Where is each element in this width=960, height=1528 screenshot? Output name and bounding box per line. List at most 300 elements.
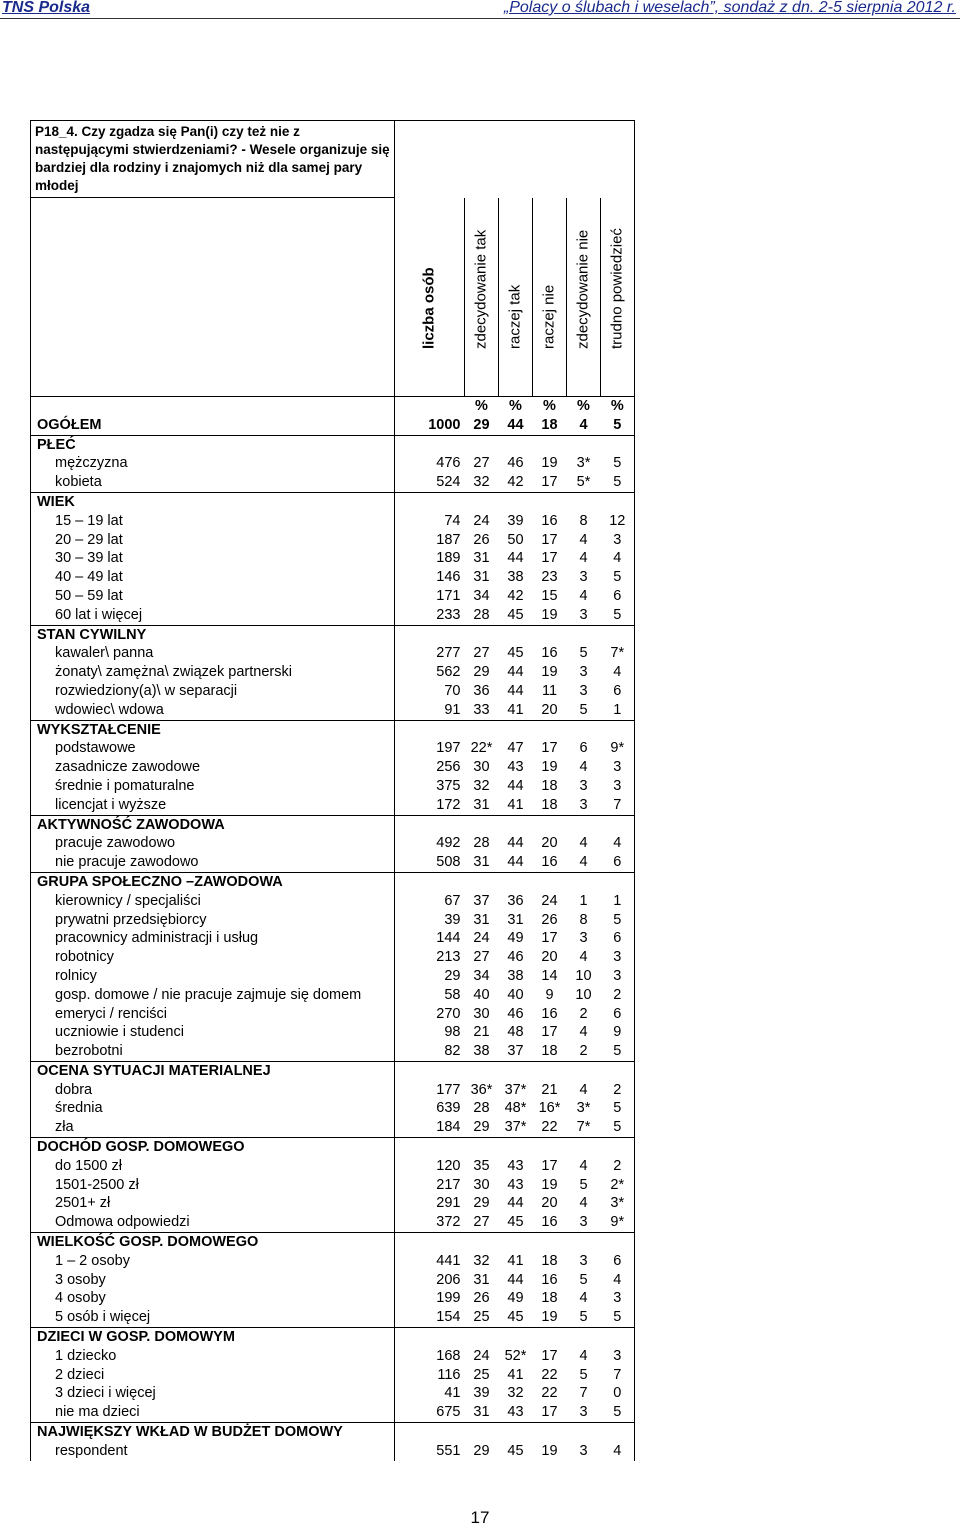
row-value: 41 xyxy=(507,796,524,813)
row-value: 27 xyxy=(473,645,490,662)
row-value: 4 xyxy=(601,834,635,853)
row-n: 184 xyxy=(395,1118,465,1137)
row-value: 31 xyxy=(473,550,490,567)
row-n: 172 xyxy=(395,796,465,815)
row-value: 2 xyxy=(579,1005,588,1022)
data-row xyxy=(31,1252,635,1271)
blank-cell xyxy=(395,1233,465,1252)
blank-cell xyxy=(499,1423,533,1442)
row-value: 28 xyxy=(473,1100,490,1117)
col-header-3: raczej nie xyxy=(533,198,567,397)
row-label: podstawowe xyxy=(31,739,395,758)
data-row xyxy=(31,531,635,550)
row-label: 20 – 29 lat xyxy=(31,531,395,550)
row-n: 177 xyxy=(395,1081,465,1100)
data-row xyxy=(31,1099,635,1118)
data-row xyxy=(31,853,635,872)
section-header-row xyxy=(31,1328,635,1347)
blank-cell xyxy=(395,397,465,416)
row-value: 2 xyxy=(579,1043,588,1060)
blank-cell xyxy=(533,1061,567,1080)
blank-cell xyxy=(533,1233,567,1252)
row-label: robotnicy xyxy=(31,948,395,967)
row-value: 18 xyxy=(541,1290,558,1307)
row-value: 8 xyxy=(579,911,588,928)
row-n: 41 xyxy=(395,1384,465,1403)
total-value: 18 xyxy=(541,416,558,433)
row-label: dobra xyxy=(31,1081,395,1100)
blank-cell xyxy=(395,720,465,739)
row-value: 5 xyxy=(601,606,635,625)
row-value: 15 xyxy=(541,587,558,604)
row-n: 120 xyxy=(395,1157,465,1176)
row-value: 5 xyxy=(601,1099,635,1118)
row-value: 29 xyxy=(473,1195,490,1212)
row-value: 17 xyxy=(541,1404,558,1421)
row-value: 32 xyxy=(507,1385,524,1402)
data-row xyxy=(31,1403,635,1422)
question-row xyxy=(31,121,635,198)
row-value: 32 xyxy=(473,777,490,794)
data-row xyxy=(31,568,635,587)
row-value: 4 xyxy=(579,949,588,966)
row-value: 4 xyxy=(579,1157,588,1174)
data-row xyxy=(31,929,635,948)
percent-sign: % xyxy=(509,398,522,414)
row-n: 29 xyxy=(395,967,465,986)
row-value: 22* xyxy=(470,740,493,757)
row-value: 47 xyxy=(507,740,524,757)
row-n: 70 xyxy=(395,682,465,701)
row-value: 17 xyxy=(541,531,558,548)
row-n: 197 xyxy=(395,739,465,758)
percent-sign: % xyxy=(601,397,635,416)
row-label: 60 lat i więcej xyxy=(31,606,395,625)
row-value: 32 xyxy=(473,474,490,491)
row-value: 19 xyxy=(541,1309,558,1326)
blank-cell xyxy=(465,1138,499,1157)
row-label: 1 – 2 osoby xyxy=(31,1252,395,1271)
row-value: 8 xyxy=(579,512,588,529)
row-n: 116 xyxy=(395,1366,465,1385)
row-label: respondent xyxy=(31,1442,395,1461)
data-row xyxy=(31,796,635,815)
row-label: emeryci / renciści xyxy=(31,1005,395,1024)
blank-cell xyxy=(465,1061,499,1080)
row-value: 34 xyxy=(473,967,490,984)
row-n: 91 xyxy=(395,701,465,720)
row-value: 17 xyxy=(541,930,558,947)
row-value: 46 xyxy=(507,949,524,966)
row-value: 44 xyxy=(507,854,524,871)
row-value: 4 xyxy=(601,1271,635,1290)
row-value: 22 xyxy=(541,1385,558,1402)
row-value: 45 xyxy=(507,1309,524,1326)
row-value: 24 xyxy=(473,930,490,947)
question-text: P18_4. Czy zgadza się Pan(i) czy też nie z następującymi stwierdzeniami? - Wesele organizuje się bardziej dla rodziny i znajomych niż dla samej pary młodej xyxy=(31,121,395,198)
row-value: 27 xyxy=(473,455,490,472)
row-n: 217 xyxy=(395,1176,465,1195)
blank-cell xyxy=(601,1328,635,1347)
blank-cell xyxy=(499,625,533,644)
row-label: nie ma dzieci xyxy=(31,1403,395,1422)
row-value: 12 xyxy=(601,512,635,531)
section-title: NAJWIĘKSZY WKŁAD W BUDŻET DOMOWY xyxy=(31,1423,395,1442)
blank-cell xyxy=(395,625,465,644)
data-row xyxy=(31,1081,635,1100)
row-label: nie pracuje zawodowo xyxy=(31,853,395,872)
blank-cell xyxy=(499,1061,533,1080)
section-title: STAN CYWILNY xyxy=(31,625,395,644)
blank-cell xyxy=(395,435,465,454)
row-value: 17 xyxy=(541,1347,558,1364)
blank-cell xyxy=(533,872,567,891)
col-header-5: trudno powiedzieć xyxy=(601,198,635,397)
company-name: TNS Polska xyxy=(2,0,91,16)
percent-sign: % xyxy=(475,398,488,414)
col-header-2: raczej tak xyxy=(499,198,533,397)
row-value: 4 xyxy=(579,759,588,776)
row-value: 45 xyxy=(507,645,524,662)
row-value: 9 xyxy=(601,1023,635,1042)
row-n: 74 xyxy=(395,512,465,531)
row-value: 44 xyxy=(507,835,524,852)
row-value: 38 xyxy=(473,1043,490,1060)
row-value: 37* xyxy=(504,1119,527,1136)
row-value: 45 xyxy=(507,1214,524,1231)
blank-cell xyxy=(465,492,499,511)
row-value: 31 xyxy=(473,796,490,813)
data-row xyxy=(31,1005,635,1024)
row-value: 24 xyxy=(473,1347,490,1364)
row-value: 3 xyxy=(579,569,588,586)
row-value: 42 xyxy=(507,474,524,491)
row-value: 38 xyxy=(507,967,524,984)
blank-cell xyxy=(567,625,601,644)
row-value: 22 xyxy=(541,1119,558,1136)
row-value: 49 xyxy=(507,930,524,947)
blank-cell xyxy=(567,1138,601,1157)
section-title: WIEK xyxy=(31,492,395,511)
row-value: 3 xyxy=(601,1289,635,1308)
blank-cell xyxy=(499,872,533,891)
row-n: 562 xyxy=(395,663,465,682)
row-label: 40 – 49 lat xyxy=(31,568,395,587)
row-value: 3 xyxy=(579,682,588,699)
row-value: 37* xyxy=(504,1081,527,1098)
row-value: 30 xyxy=(473,1005,490,1022)
row-value: 3 xyxy=(579,1214,588,1231)
data-row xyxy=(31,1271,635,1290)
row-value: 3 xyxy=(579,606,588,623)
blank-cell xyxy=(533,815,567,834)
row-value: 5 xyxy=(601,1118,635,1137)
row-label: 1 dziecko xyxy=(31,1347,395,1366)
row-value: 1 xyxy=(601,892,635,911)
row-value: 5 xyxy=(579,701,588,718)
percent-row xyxy=(31,397,635,416)
row-n: 270 xyxy=(395,1005,465,1024)
blank-cell xyxy=(499,1328,533,1347)
blank-cell xyxy=(465,625,499,644)
section-header-row xyxy=(31,1138,635,1157)
blank-cell xyxy=(567,492,601,511)
row-n: 187 xyxy=(395,531,465,550)
row-value: 16 xyxy=(541,645,558,662)
row-value: 50 xyxy=(507,531,524,548)
blank-cell xyxy=(395,815,465,834)
row-value: 4 xyxy=(579,1024,588,1041)
data-row xyxy=(31,892,635,911)
row-value: 19 xyxy=(541,759,558,776)
blank-cell xyxy=(465,815,499,834)
section-header-row xyxy=(31,625,635,644)
row-n: 144 xyxy=(395,929,465,948)
blank-cell xyxy=(395,1328,465,1347)
section-header-row xyxy=(31,720,635,739)
data-row xyxy=(31,1157,635,1176)
data-row xyxy=(31,1176,635,1195)
row-value: 3 xyxy=(579,777,588,794)
row-label: wdowiec\ wdowa xyxy=(31,701,395,720)
row-value: 3 xyxy=(579,930,588,947)
blank-cell xyxy=(533,625,567,644)
row-value: 27 xyxy=(473,949,490,966)
row-value: 28 xyxy=(473,835,490,852)
row-value: 38 xyxy=(507,569,524,586)
section-header-row xyxy=(31,435,635,454)
row-label: do 1500 zł xyxy=(31,1157,395,1176)
crosstab-table xyxy=(30,120,635,1461)
header-rule xyxy=(0,18,960,19)
row-label: rolnicy xyxy=(31,967,395,986)
row-label: 2 dzieci xyxy=(31,1366,395,1385)
row-value: 5 xyxy=(579,1309,588,1326)
total-value: 29 xyxy=(473,416,490,433)
blank-cell xyxy=(567,1328,601,1347)
blank-cell xyxy=(601,435,635,454)
section-title: WIELKOŚĆ GOSP. DOMOWEGO xyxy=(31,1233,395,1252)
row-label: kierownicy / specjaliści xyxy=(31,892,395,911)
row-value: 11 xyxy=(541,682,558,699)
section-title: PŁEĆ xyxy=(31,435,395,454)
row-value: 4 xyxy=(601,549,635,568)
row-n: 168 xyxy=(395,1347,465,1366)
row-value: 40 xyxy=(473,986,490,1003)
data-row xyxy=(31,1023,635,1042)
blank-cell xyxy=(499,1138,533,1157)
row-label: kobieta xyxy=(31,473,395,492)
row-value: 4 xyxy=(601,1442,635,1461)
row-value: 2 xyxy=(601,1081,635,1100)
data-row xyxy=(31,512,635,531)
row-n: 82 xyxy=(395,1042,465,1061)
blank-cell xyxy=(601,625,635,644)
row-label: kawaler\ panna xyxy=(31,644,395,663)
section-header-row xyxy=(31,872,635,891)
blank-cell xyxy=(465,872,499,891)
section-header-row xyxy=(31,1423,635,1442)
row-value: 36* xyxy=(470,1081,493,1098)
row-value: 40 xyxy=(507,986,524,1003)
row-value: 21 xyxy=(541,1081,558,1098)
row-value: 26 xyxy=(473,1290,490,1307)
data-row xyxy=(31,911,635,930)
row-value: 31 xyxy=(473,1271,490,1288)
row-value: 30 xyxy=(473,759,490,776)
data-row xyxy=(31,549,635,568)
row-value: 7 xyxy=(579,1385,588,1402)
row-value: 5 xyxy=(579,1366,588,1383)
row-label: gosp. domowe / nie pracuje zajmuje się domem xyxy=(31,986,395,1005)
data-row xyxy=(31,1213,635,1232)
blank-cell xyxy=(533,1328,567,1347)
blank-cell xyxy=(395,492,465,511)
row-value: 25 xyxy=(473,1366,490,1383)
row-value: 0 xyxy=(601,1384,635,1403)
section-header-row xyxy=(31,1061,635,1080)
blank-cell xyxy=(499,492,533,511)
row-value: 43 xyxy=(507,1176,524,1193)
row-value: 2 xyxy=(601,986,635,1005)
row-value: 3 xyxy=(579,1442,588,1459)
row-label: pracuje zawodowo xyxy=(31,834,395,853)
row-value: 4 xyxy=(579,1347,588,1364)
row-n: 206 xyxy=(395,1271,465,1290)
row-value: 26 xyxy=(473,531,490,548)
blank-cell xyxy=(465,720,499,739)
blank-cell xyxy=(567,1061,601,1080)
row-n: 171 xyxy=(395,587,465,606)
row-value: 31 xyxy=(507,911,524,928)
row-value: 34 xyxy=(473,587,490,604)
data-row xyxy=(31,948,635,967)
row-value: 5 xyxy=(601,1403,635,1422)
data-row xyxy=(31,644,635,663)
row-value: 6 xyxy=(601,853,635,872)
row-value: 42 xyxy=(507,587,524,604)
row-value: 4 xyxy=(601,663,635,682)
blank-cell xyxy=(499,435,533,454)
row-value: 44 xyxy=(507,682,524,699)
row-value: 26 xyxy=(541,911,558,928)
row-value: 4 xyxy=(579,835,588,852)
row-value: 46 xyxy=(507,1005,524,1022)
row-value: 31 xyxy=(473,1404,490,1421)
row-n: 67 xyxy=(395,892,465,911)
row-n: 189 xyxy=(395,549,465,568)
row-value: 37 xyxy=(473,892,490,909)
data-row xyxy=(31,1042,635,1061)
row-value: 19 xyxy=(541,606,558,623)
row-value: 44 xyxy=(507,777,524,794)
blank-cell xyxy=(465,1233,499,1252)
row-n: 277 xyxy=(395,644,465,663)
row-value: 3 xyxy=(601,948,635,967)
row-value: 36 xyxy=(507,892,524,909)
row-value: 7 xyxy=(601,1366,635,1385)
column-header-row xyxy=(31,198,635,397)
row-value: 9* xyxy=(601,739,635,758)
row-value: 43 xyxy=(507,759,524,776)
row-value: 16 xyxy=(541,1005,558,1022)
row-value: 1 xyxy=(579,892,588,909)
data-row xyxy=(31,473,635,492)
blank-cell xyxy=(533,492,567,511)
row-label: 5 osób i więcej xyxy=(31,1308,395,1327)
row-value: 29 xyxy=(473,1442,490,1459)
row-value: 18 xyxy=(541,1043,558,1060)
row-label: średnia xyxy=(31,1099,395,1118)
row-value: 10 xyxy=(575,986,592,1003)
section-header-row xyxy=(31,1233,635,1252)
row-value: 5 xyxy=(601,568,635,587)
blank-cell xyxy=(499,720,533,739)
data-row xyxy=(31,1194,635,1213)
row-value: 3 xyxy=(601,758,635,777)
row-label: 3 osoby xyxy=(31,1271,395,1290)
row-value: 17 xyxy=(541,550,558,567)
row-label: licencjat i wyższe xyxy=(31,796,395,815)
row-value: 43 xyxy=(507,1404,524,1421)
row-n: 675 xyxy=(395,1403,465,1422)
row-value: 23 xyxy=(541,569,558,586)
row-value: 4 xyxy=(579,1081,588,1098)
data-row xyxy=(31,1308,635,1327)
row-n: 233 xyxy=(395,606,465,625)
row-value: 9* xyxy=(601,1213,635,1232)
data-row xyxy=(31,587,635,606)
row-value: 4 xyxy=(579,1195,588,1212)
data-row xyxy=(31,1366,635,1385)
blank-cell xyxy=(601,1233,635,1252)
col-header-1: zdecydowanie tak xyxy=(465,198,499,397)
section-title: DOCHÓD GOSP. DOMOWEGO xyxy=(31,1138,395,1157)
row-label: 1501-2500 zł xyxy=(31,1176,395,1195)
row-value: 32 xyxy=(473,1252,490,1269)
blank-cell xyxy=(465,1423,499,1442)
row-value: 45 xyxy=(507,1442,524,1459)
row-value: 49 xyxy=(507,1290,524,1307)
blank-cell xyxy=(533,1423,567,1442)
data-row xyxy=(31,1118,635,1137)
blank-cell xyxy=(533,1138,567,1157)
total-value: 4 xyxy=(579,416,588,433)
blank-cell xyxy=(499,815,533,834)
row-value: 3* xyxy=(601,1194,635,1213)
row-value: 41 xyxy=(507,1366,524,1383)
row-value: 22 xyxy=(541,1366,558,1383)
row-value: 4 xyxy=(579,531,588,548)
section-title: AKTYWNOŚĆ ZAWODOWA xyxy=(31,815,395,834)
row-value: 52* xyxy=(504,1347,527,1364)
row-value: 36 xyxy=(473,682,490,699)
blank-cell xyxy=(395,1423,465,1442)
row-value: 6 xyxy=(601,929,635,948)
data-row xyxy=(31,682,635,701)
row-label: zasadnicze zawodowe xyxy=(31,758,395,777)
row-value: 24 xyxy=(473,512,490,529)
row-n: 256 xyxy=(395,758,465,777)
row-value: 17 xyxy=(541,740,558,757)
row-n: 508 xyxy=(395,853,465,872)
data-row xyxy=(31,606,635,625)
row-value: 3 xyxy=(601,531,635,550)
row-value: 2* xyxy=(601,1176,635,1195)
row-label: Odmowa odpowiedzi xyxy=(31,1213,395,1232)
row-value: 4 xyxy=(579,550,588,567)
data-row xyxy=(31,1347,635,1366)
